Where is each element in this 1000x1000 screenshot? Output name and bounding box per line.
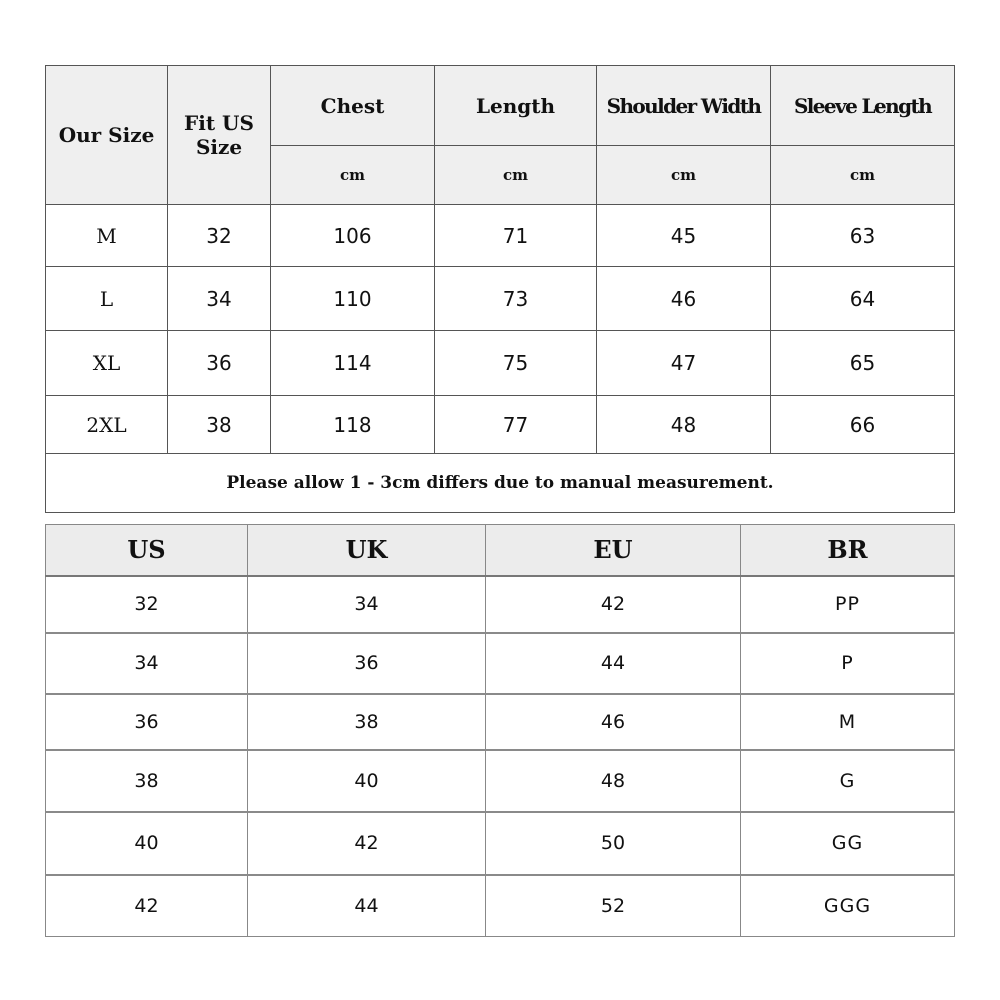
us-cell: 34: [46, 633, 248, 694]
shoulder-cell: 46: [597, 267, 771, 331]
us-cell: 42: [46, 875, 248, 937]
eu-cell: 44: [486, 633, 741, 694]
header-us: US: [46, 525, 248, 576]
header-uk: UK: [248, 525, 486, 576]
chest-cell: 106: [271, 205, 435, 267]
br-cell: PP: [741, 576, 955, 633]
header-fit-us-size: Fit US Size: [168, 66, 271, 205]
eu-cell: 52: [486, 875, 741, 937]
table-row: [46, 331, 955, 396]
us-cell: 32: [46, 576, 248, 633]
header-our-size: Our Size: [46, 66, 168, 205]
table-row: [46, 633, 955, 694]
table-row: [46, 267, 955, 331]
header-eu: EU: [486, 525, 741, 576]
size-conversion-table: [45, 524, 955, 937]
br-cell: M: [741, 694, 955, 750]
eu-cell: 46: [486, 694, 741, 750]
chest-cell: 110: [271, 267, 435, 331]
eu-cell: 50: [486, 812, 741, 875]
fit-us-cell: 36: [168, 331, 271, 396]
table-row: [46, 205, 955, 267]
header-sleeve-length: Sleeve Length: [771, 66, 955, 146]
unit-chest: cm: [271, 146, 435, 205]
chest-cell: 114: [271, 331, 435, 396]
uk-cell: 40: [248, 750, 486, 812]
our-size-cell: XL: [46, 331, 168, 396]
uk-cell: 34: [248, 576, 486, 633]
br-cell: GG: [741, 812, 955, 875]
header-br: BR: [741, 525, 955, 576]
table-row: [46, 812, 955, 875]
length-cell: 77: [435, 396, 597, 454]
us-cell: 40: [46, 812, 248, 875]
sleeve-cell: 66: [771, 396, 955, 454]
chest-cell: 118: [271, 396, 435, 454]
our-size-cell: M: [46, 205, 168, 267]
uk-cell: 42: [248, 812, 486, 875]
header-chest: Chest: [271, 66, 435, 146]
us-cell: 36: [46, 694, 248, 750]
unit-length: cm: [435, 146, 597, 205]
table-row: [46, 694, 955, 750]
table-row: [46, 576, 955, 633]
our-size-cell: 2XL: [46, 396, 168, 454]
sleeve-cell: 63: [771, 205, 955, 267]
table-row: [46, 875, 955, 937]
length-cell: 75: [435, 331, 597, 396]
sleeve-cell: 64: [771, 267, 955, 331]
unit-shoulder-width: cm: [597, 146, 771, 205]
eu-cell: 48: [486, 750, 741, 812]
header-length: Length: [435, 66, 597, 146]
shoulder-cell: 45: [597, 205, 771, 267]
br-cell: P: [741, 633, 955, 694]
shoulder-cell: 47: [597, 331, 771, 396]
fit-us-cell: 34: [168, 267, 271, 331]
fit-us-cell: 32: [168, 205, 271, 267]
eu-cell: 42: [486, 576, 741, 633]
shoulder-cell: 48: [597, 396, 771, 454]
measurement-note: Please allow 1 - 3cm differs due to manual measurement.: [46, 454, 955, 513]
uk-cell: 36: [248, 633, 486, 694]
length-cell: 73: [435, 267, 597, 331]
fit-us-cell: 38: [168, 396, 271, 454]
unit-sleeve-length: cm: [771, 146, 955, 205]
sleeve-cell: 65: [771, 331, 955, 396]
size-measurement-table: [45, 65, 955, 513]
uk-cell: 38: [248, 694, 486, 750]
our-size-cell: L: [46, 267, 168, 331]
length-cell: 71: [435, 205, 597, 267]
table-row: [46, 750, 955, 812]
us-cell: 38: [46, 750, 248, 812]
uk-cell: 44: [248, 875, 486, 937]
table-row: [46, 396, 955, 454]
br-cell: G: [741, 750, 955, 812]
br-cell: GGG: [741, 875, 955, 937]
header-shoulder-width: Shoulder Width: [597, 66, 771, 146]
